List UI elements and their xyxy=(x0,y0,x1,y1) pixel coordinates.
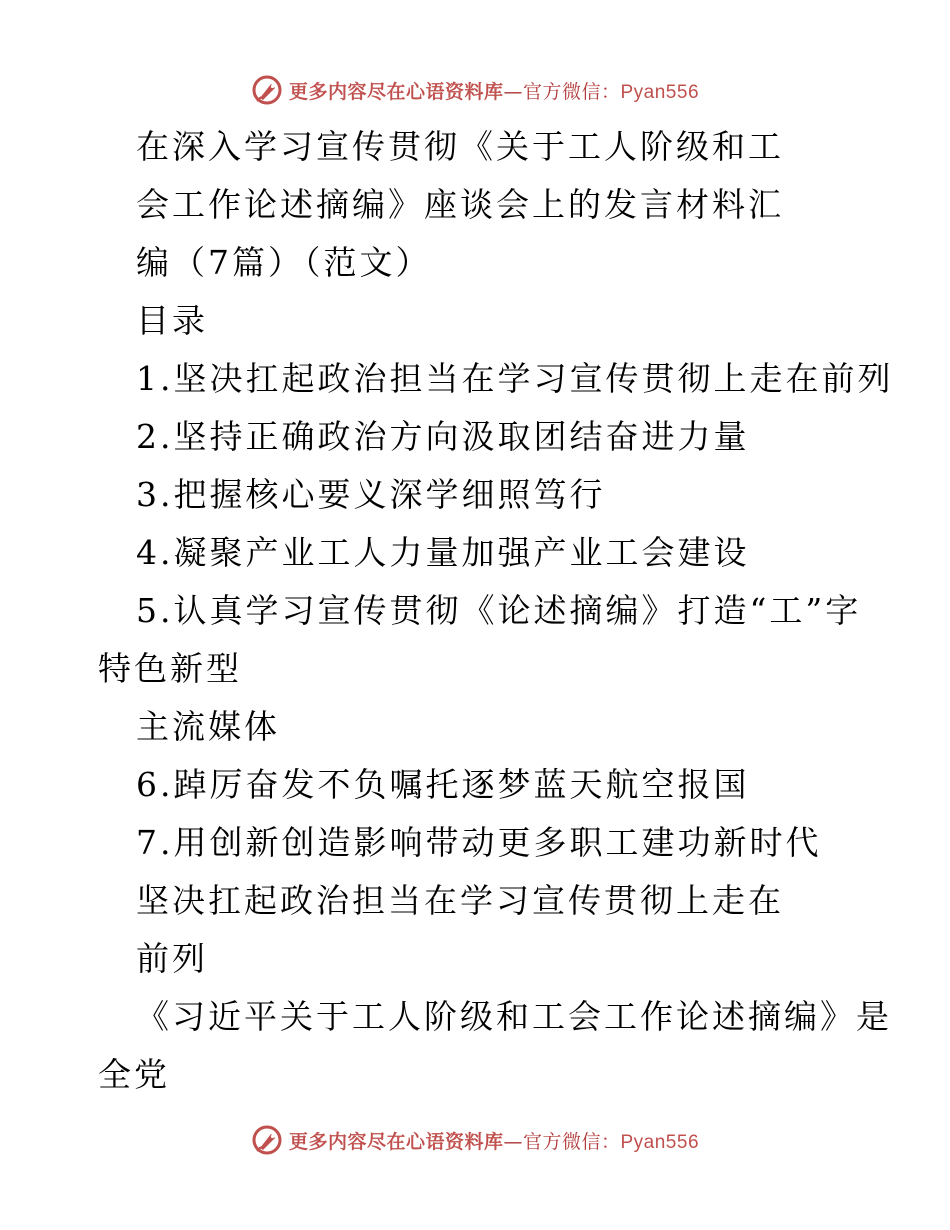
section-title-line-2: 前列 xyxy=(136,939,208,978)
toc-item-1: 1.坚决扛起政治担当在学习宣传贯彻上走在前列 xyxy=(136,359,894,398)
banner-wechat-id: Pyan556 xyxy=(620,1131,700,1153)
header-banner xyxy=(0,70,950,110)
banner-wechat-id: Pyan556 xyxy=(620,81,700,103)
banner-wechat-label: 官方微信： xyxy=(522,80,621,103)
banner-text xyxy=(289,77,699,104)
document-body xyxy=(0,118,950,1104)
banner-text xyxy=(289,1127,699,1154)
doc-title-line-3: 编（7篇）（范文） xyxy=(136,243,432,282)
banner-prefix: 更多内容尽在心语资料库 xyxy=(288,1130,504,1153)
toc-item-7: 7.用创新创造影响带动更多职工建功新时代 xyxy=(136,823,822,862)
body-paragraph-line-2: 全党 xyxy=(98,1055,170,1094)
toc-heading: 目录 xyxy=(136,301,208,340)
doc-title-line-1: 在深入学习宣传贯彻《关于工人阶级和工 xyxy=(136,127,784,166)
doc-title-line-2: 会工作论述摘编》座谈会上的发言材料汇 xyxy=(136,185,784,224)
pen-nib-logo-icon xyxy=(251,74,283,106)
toc-item-5-cont-2: 主流媒体 xyxy=(136,707,280,746)
body-paragraph-line-1: 《习近平关于工人阶级和工会工作论述摘编》是 xyxy=(136,997,892,1036)
toc-item-5-cont: 特色新型 xyxy=(98,649,242,688)
toc-item-6: 6.踔厉奋发不负嘱托逐梦蓝天航空报国 xyxy=(136,765,750,804)
toc-item-5: 5.认真学习宣传贯彻《论述摘编》打造“工”字 xyxy=(136,591,862,630)
footer-banner xyxy=(0,1120,950,1160)
toc-item-4: 4.凝聚产业工人力量加强产业工会建设 xyxy=(136,533,750,572)
toc-item-3: 3.把握核心要义深学细照笃行 xyxy=(136,475,606,514)
banner-wechat-label: 官方微信： xyxy=(522,1130,621,1153)
banner-prefix: 更多内容尽在心语资料库 xyxy=(288,80,504,103)
banner-separator: — xyxy=(503,1130,523,1153)
section-title-line-1: 坚决扛起政治担当在学习宣传贯彻上走在 xyxy=(136,881,784,920)
toc-item-2: 2.坚持正确政治方向汲取团结奋进力量 xyxy=(136,417,750,456)
pen-nib-logo-icon xyxy=(251,1124,283,1156)
banner-separator: — xyxy=(503,80,523,103)
